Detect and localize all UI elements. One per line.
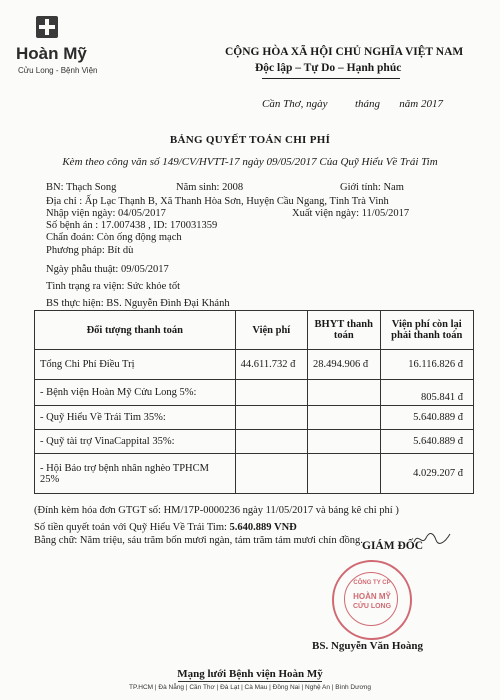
national-title: CỘNG HÒA XÃ HỘI CHỦ NGHĨA VIỆT NAM	[225, 46, 464, 58]
discharge-date: Xuất viện ngày: 11/05/2017	[292, 208, 410, 219]
company-stamp	[332, 560, 412, 640]
table-cell: 28.494.906 đ	[308, 350, 380, 380]
column-header: Đối tượng thanh toán	[35, 311, 236, 350]
footer-sites: TP.HCM | Đà Nẵng | Cần Thơ | Đà Lạt | Cà Mau | Đồng Nai | Nghệ An | Bình Dương	[129, 684, 371, 691]
footer-underline	[178, 681, 322, 682]
stamp-text: HOÀN MỸ	[353, 592, 391, 601]
motto-underline	[262, 78, 400, 79]
table-cell: - Quỹ Hiểu Về Trái Tim 35%:	[35, 406, 236, 430]
performing-doctor: BS thực hiện: BS. Nguyễn Đình Đại Khánh	[46, 298, 230, 309]
invoice-note: (Đính kèm hóa đơn GTGT số: HM/17P-0000236 ngày 11/05/2017 và bảng kê chi phí )	[34, 505, 399, 516]
table-cell: 805.841 đ	[380, 380, 474, 406]
hospital-logo-name: Hoàn Mỹ	[16, 44, 87, 63]
footer-title: Mạng lưới Bệnh viện Hoàn Mỹ	[177, 668, 323, 680]
table-cell	[308, 380, 380, 406]
column-header: Viện phí còn lại phải thanh toán	[380, 311, 474, 350]
table-row	[35, 430, 474, 454]
table-cell	[235, 430, 307, 454]
settlement-table	[34, 310, 474, 494]
table-cell: - Hội Bảo trợ bệnh nhân nghèo TPHCM 25%	[35, 454, 236, 494]
patient-gender: Giới tính: Nam	[340, 182, 404, 193]
document-reference: Kèm theo công văn số 149/CV/HVTT-17 ngày 09/05/2017 Của Quỹ Hiểu Về Trái Tim	[62, 156, 438, 168]
place-date: Cần Thơ, ngày tháng năm 2017	[262, 98, 443, 110]
table-cell	[235, 380, 307, 406]
medical-record-id: Số bệnh án : 17.007438 , ID: 170031359	[46, 220, 218, 231]
table-cell	[235, 406, 307, 430]
settled-amount-value: 5.640.889 VNĐ	[229, 522, 297, 533]
table-row	[35, 454, 474, 494]
table-cell	[235, 454, 307, 494]
hospital-cross-icon	[36, 16, 58, 38]
table-cell: - Bệnh viện Hoàn Mỹ Cửu Long 5%:	[35, 380, 236, 406]
table-cell: 44.611.732 đ	[235, 350, 307, 380]
amount-in-words: Bằng chữ: Năm triệu, sáu trăm bốn mươi ngàn, tám trăm tám mươi chín đồng.	[34, 535, 363, 546]
signer-name: BS. Nguyễn Văn Hoàng	[312, 640, 424, 652]
table-cell	[308, 406, 380, 430]
table-row	[35, 350, 474, 380]
national-motto: Độc lập – Tự Do – Hạnh phúc	[255, 62, 402, 74]
table-cell: 16.116.826 đ	[380, 350, 474, 380]
patient-address: Địa chỉ : Ấp Lạc Thạnh B, Xã Thanh Hòa Sơn, Huyện Cầu Ngang, Tỉnh Trà Vinh	[46, 196, 389, 207]
settled-amount-line	[34, 522, 297, 533]
table-cell	[308, 430, 380, 454]
table-row	[35, 406, 474, 430]
director-title: GIÁM ĐỐC	[362, 540, 424, 552]
diagnosis: Chẩn đoán: Còn ống động mạch	[46, 232, 182, 243]
table-cell: 5.640.889 đ	[380, 430, 474, 454]
table-header-row	[35, 311, 474, 350]
treatment-method: Phương pháp: Bít dù	[46, 245, 134, 256]
table-row	[35, 380, 474, 406]
discharge-status: Tình trạng ra viện: Sức khỏe tốt	[46, 281, 180, 292]
settled-amount-label: Số tiền quyết toán với Quỹ Hiểu Về Trái Tim:	[34, 522, 230, 533]
table-cell: 5.640.889 đ	[380, 406, 474, 430]
stamp-text: CỬU LONG	[352, 603, 392, 610]
column-header: Viện phí	[235, 311, 307, 350]
column-header: BHYT thanh toán	[308, 311, 380, 350]
admission-date: Nhập viện ngày: 04/05/2017	[46, 208, 166, 219]
handwritten-signature-icon	[412, 530, 452, 548]
document-title: BẢNG QUYẾT TOÁN CHI PHÍ	[169, 134, 331, 146]
table-cell: Tổng Chi Phí Điều Trị	[35, 350, 236, 380]
patient-birth-year: Năm sinh: 2008	[176, 182, 244, 193]
patient-name: BN: Thạch Song	[46, 182, 117, 193]
hospital-logo-tagline: Cửu Long - Bệnh Viện	[18, 66, 98, 75]
stamp-text: CÔNG TY CP	[353, 580, 391, 586]
table-cell	[308, 454, 380, 494]
surgery-date: Ngày phẫu thuật: 09/05/2017	[46, 264, 169, 275]
table-cell: 4.029.207 đ	[380, 454, 474, 494]
table-cell: - Quỹ tài trợ VinaCappital 35%:	[35, 430, 236, 454]
